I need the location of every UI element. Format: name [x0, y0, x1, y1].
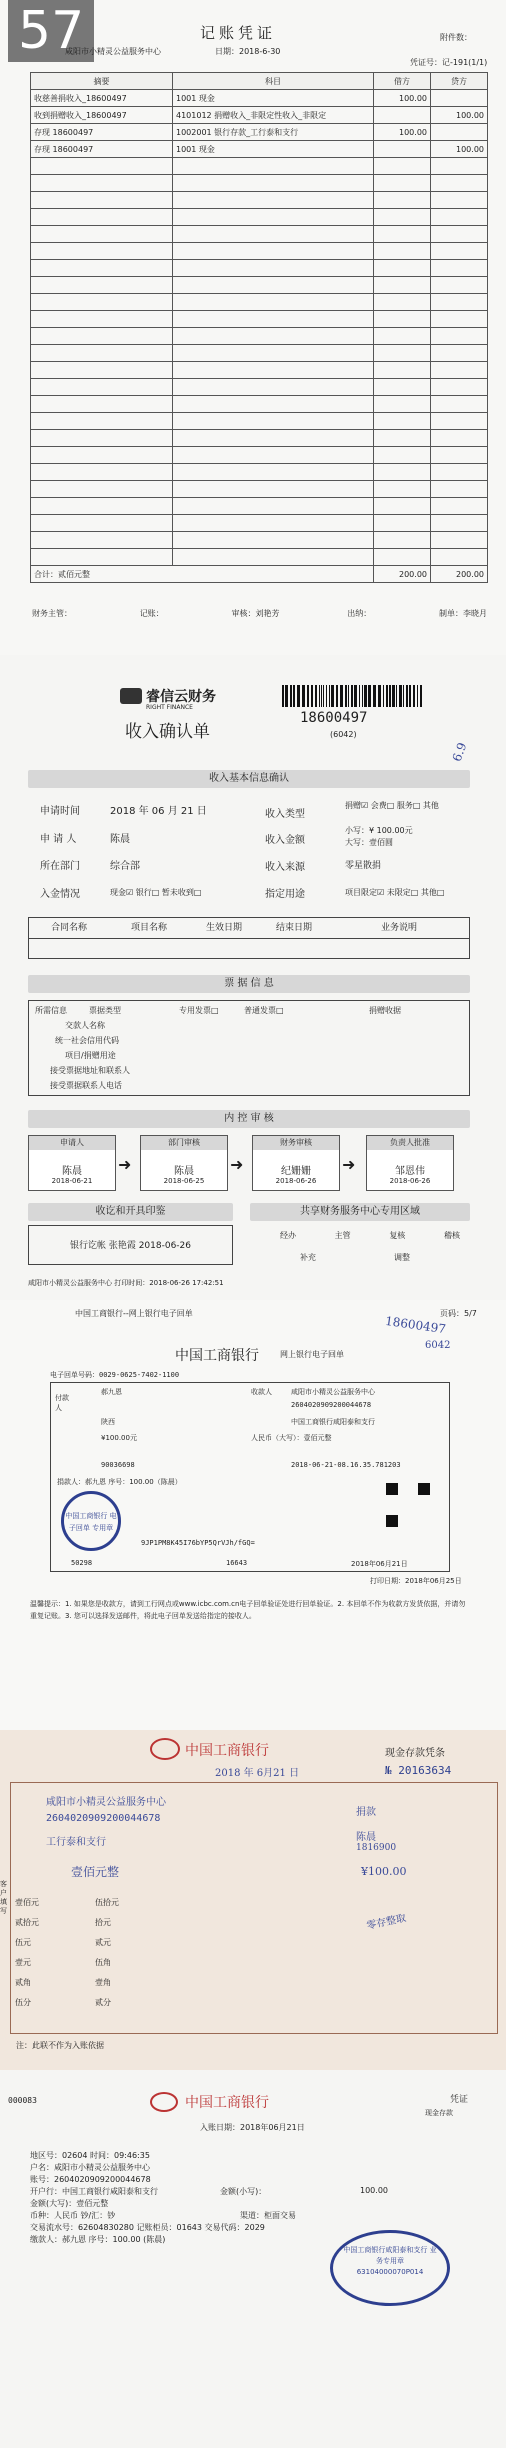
voucher-row [31, 124, 488, 141]
trans-time: 2018-06-21-08.16.35.781203 [291, 1461, 401, 1469]
header-credit: 贷方 [431, 73, 488, 90]
apply-date-label: 申请时间 [40, 806, 80, 817]
invoice-option: 专用发票□ [179, 1006, 219, 1015]
deposit-date: 2018 年 6月21 日 [215, 1768, 300, 1779]
flow-step [366, 1135, 454, 1191]
contract-header: 合同名称 [50, 923, 87, 933]
invoice-row: 接受票据联系人电话 [50, 1081, 122, 1090]
e-receipt-memo: 捐款人：郝九恩 序号：100.00（陈晨） [57, 1478, 182, 1486]
contract-table [28, 917, 470, 959]
denomination-item: 伍拾元 [95, 1898, 119, 1907]
e-receipt-serial: 电子回单号码：0029-0625-7402-1100 [50, 1371, 180, 1379]
flow-step-name: 纪姗姗 [281, 1166, 311, 1177]
deposit-title: 现金存款凭条 [385, 1748, 445, 1759]
voucher-empty-row [31, 294, 488, 311]
row-credit: 100.00 [431, 107, 488, 124]
bank-voucher-line: 账号：2604020909200044678 [30, 2175, 151, 2184]
flow-step [140, 1135, 228, 1191]
voucher-empty-row [31, 345, 488, 362]
dept-name: 综合部 [110, 861, 140, 872]
denomination-item: 贰分 [95, 1998, 111, 2007]
sig-cashier: 出纳： [347, 609, 372, 618]
voucher-number: 凭证号：记-191(1/1) [410, 58, 488, 67]
denomination-item: 贰元 [95, 1938, 111, 1947]
row-summary: 收到捐赠收入_18600497 [31, 107, 173, 124]
voucher-attachments: 附件数： [440, 33, 472, 42]
print-time: 打印日期：2018年06月25日 [370, 1577, 462, 1585]
row-summary: 收慈善捐收入_18600497 [31, 90, 173, 107]
handwritten-number: 18600497 [384, 1313, 447, 1337]
deposit-bank: 中国工商银行 [185, 1743, 269, 1759]
voucher-empty-row [31, 209, 488, 226]
purpose-label: 指定用途 [265, 889, 305, 900]
total-credit: 200.00 [431, 566, 488, 583]
deposit-remark: 零存整取 [365, 1912, 408, 1932]
bank-voucher-stamp: 中国工商银行咸阳泰和支行 业务专用章 63104000070P014 [330, 2230, 450, 2306]
e-receipt-stamp: 中国工商银行 电子回单 专用章 [61, 1491, 121, 1551]
row-account: 1002001 银行存款_工行泰和支行 [173, 124, 374, 141]
brand-en: RIGHT FINANCE [146, 704, 193, 711]
voucher-date: 日期：2018-6-30 [215, 47, 281, 56]
denomination-item: 伍元 [15, 1938, 31, 1947]
flow-step-name: 邹恩伟 [395, 1166, 425, 1177]
shared-label: 补充 [300, 1253, 316, 1262]
sig-reviewer: 审核：刘艳芳 [231, 609, 280, 618]
arrow-right-icon: ➜ [342, 1155, 356, 1174]
amount-upper: 人民币（大写）：壹佰元整 [251, 1434, 332, 1442]
bank-voucher-sheet [0, 2070, 506, 2448]
page-number: 57 [8, 0, 94, 62]
deposit-branch: 工行泰和支行 [46, 1837, 106, 1848]
e-receipt-table [50, 1382, 450, 1572]
voucher-empty-row [31, 226, 488, 243]
bank-voucher-line: 交易流水号：62604830280 记账柜员：01643 交易代码：2029 [30, 2223, 265, 2232]
applicant-name: 陈晨 [110, 834, 130, 845]
payee-name: 咸阳市小精灵公益服务中心 [291, 1388, 375, 1396]
shared-label: 稽核 [443, 1231, 460, 1240]
denomination-item: 贰拾元 [15, 1918, 39, 1927]
arrow-right-icon: ➜ [118, 1155, 132, 1174]
bank-voucher-subtitle: 现金存款 [425, 2109, 453, 2117]
applicant-label: 申 请 人 [40, 834, 77, 845]
denomination-item: 伍角 [95, 1958, 111, 1967]
voucher-empty-row [31, 515, 488, 532]
denomination-list [15, 1893, 185, 2013]
bank-voucher-line: 币种：人民币 钞/汇：钞 [30, 2211, 116, 2220]
account-options: 现金☑ 银行□ 暂未收到□ [110, 888, 202, 897]
qr-code-icon [386, 1483, 430, 1527]
handwritten-number-2: 6042 [425, 1340, 451, 1351]
shared-label: 复核 [389, 1231, 406, 1240]
flow-step-title: 负责人批准 [367, 1136, 453, 1150]
voucher-empty-row [31, 311, 488, 328]
row-credit [431, 90, 488, 107]
row-debit [374, 107, 431, 124]
total-debit: 200.00 [374, 566, 431, 583]
bank-voucher-channel: 渠道：柜面交易 [240, 2211, 296, 2220]
voucher-row [31, 90, 488, 107]
contract-header: 结束日期 [275, 923, 312, 933]
brand-name: 睿信云财务 [146, 689, 216, 705]
barcode-sub: (6042) [330, 730, 357, 739]
contract-header: 业务说明 [380, 923, 417, 933]
handwritten-mark: 6.9 [449, 740, 470, 764]
voucher-empty-row [31, 532, 488, 549]
flow-step [28, 1135, 116, 1191]
row-summary: 存现 18600497 [31, 124, 173, 141]
flow-step-name: 陈晨 [62, 1166, 82, 1177]
header-summary: 摘要 [31, 73, 173, 90]
deposit-account: 2604020909200044678 [46, 1813, 161, 1824]
bank-voucher-line: 户名：咸阳市小精灵公益服务中心 [30, 2163, 150, 2172]
voucher-header-row [31, 73, 488, 90]
voucher-empty-row [31, 396, 488, 413]
deposit-depositor: 陈晨 [356, 1832, 376, 1843]
voucher-empty-row [31, 260, 488, 277]
row-credit: 100.00 [431, 141, 488, 158]
invoice-type-label: 票据类型 [89, 1006, 121, 1015]
invoice-rows [35, 1003, 130, 1093]
section-shared: 共享财务服务中心专用区域 [250, 1203, 470, 1221]
flow-step [252, 1135, 340, 1191]
invoice-option: 普通发票□ [244, 1006, 284, 1015]
voucher-blank-rows [31, 158, 488, 566]
amount-lower: 小写：¥ 100.00元 [345, 826, 413, 835]
voucher-table [30, 72, 488, 583]
amount-lower: ¥100.00元 [101, 1434, 137, 1442]
payer-bank: 陕西 [101, 1418, 115, 1426]
voucher-empty-row [31, 175, 488, 192]
denomination-item: 拾元 [95, 1918, 111, 1927]
voucher-sheet [0, 0, 506, 655]
invoice-row: 交款人名称 [65, 1021, 105, 1030]
bank-voucher-line: 地区号：02604 时间：09:46:35 [30, 2151, 150, 2160]
bank-voucher-line: 缴款人：郝九恩 序号：100.00 (陈晨) [30, 2235, 166, 2244]
total-label: 合计：贰佰元整 [31, 566, 374, 583]
bank-voucher-title: 凭证 [450, 2095, 469, 2105]
amount-label: 收入金额 [265, 835, 305, 846]
denomination-item: 贰角 [15, 1978, 31, 1987]
contract-header: 生效日期 [205, 923, 242, 933]
voucher-empty-row [31, 413, 488, 430]
header-debit: 借方 [374, 73, 431, 90]
row-debit: 100.00 [374, 90, 431, 107]
icbc-logo-icon [150, 1738, 180, 1760]
brand-logo-icon [120, 688, 142, 704]
row-account: 1001 现金 [173, 141, 374, 158]
voucher-empty-row [31, 362, 488, 379]
amount-upper: 大写：壹佰圆 [345, 838, 393, 847]
invoice-option: 捐赠收据 [369, 1006, 401, 1015]
bank-voucher-bank: 中国工商银行 [185, 2095, 269, 2111]
bank-voucher-lines [30, 2150, 265, 2246]
section-basic: 收入基本信息确认 [28, 770, 470, 788]
deposit-amount-lower: ¥100.00 [361, 1865, 407, 1878]
flow-step-date: 2018-06-25 [163, 1177, 205, 1185]
voucher-row [31, 107, 488, 124]
denomination-item: 壹角 [95, 1978, 111, 1987]
e-receipt-bank-title: 中国工商银行 [175, 1348, 259, 1364]
voucher-total-row [31, 566, 488, 583]
source-label: 收入来源 [265, 862, 305, 873]
trans-serial: 90036698 [101, 1461, 135, 1469]
flow-step-name: 陈晨 [174, 1166, 194, 1177]
type-options: 捐赠☑ 会费□ 服务□ 其他 [345, 801, 439, 810]
voucher-empty-row [31, 277, 488, 294]
section-invoice: 票 据 信 息 [28, 975, 470, 993]
collect-stamp: 银行讫帐 张艳霞 2018-06-26 [28, 1225, 233, 1265]
payee-label: 收款人 [251, 1388, 272, 1396]
receipt-sheet [0, 655, 506, 1300]
type-label: 收入类型 [265, 809, 305, 820]
voucher-empty-row [31, 192, 488, 209]
flow-step-title: 部门审核 [141, 1136, 227, 1150]
sig-bookkeeper: 记账： [139, 609, 164, 618]
row-account: 1001 现金 [173, 90, 374, 107]
voucher-empty-row [31, 447, 488, 464]
icbc-logo-icon [150, 2092, 178, 2112]
e-receipt-sheet [0, 1300, 506, 1730]
flow-step-title: 财务审核 [253, 1136, 339, 1150]
e-receipt-slip-title: 网上银行电子回单 [280, 1350, 344, 1359]
voucher-empty-row [31, 464, 488, 481]
bank-voucher-date: 入账日期：2018年06月21日 [200, 2123, 305, 2132]
receipt-footer: 咸阳市小精灵公益服务中心 打印时间：2018-06-26 17:42:51 [28, 1279, 224, 1287]
flow-step-date: 2018-06-21 [51, 1177, 93, 1185]
voucher-signatures [32, 608, 487, 619]
record-time: 2018年06月21日 [351, 1560, 408, 1568]
flow-step-date: 2018-06-26 [389, 1177, 431, 1185]
deposit-payee: 咸阳市小精灵公益服务中心 [46, 1797, 166, 1808]
section-review: 内 控 审 核 [28, 1110, 470, 1128]
invoice-row: 所需信息 [35, 1006, 67, 1015]
row-debit [374, 141, 431, 158]
voucher-empty-row [31, 549, 488, 566]
payer-name: 郝九恩 [101, 1388, 122, 1396]
shared-row-1 [280, 1230, 460, 1241]
source-value: 零星散捐 [345, 861, 382, 871]
row-credit [431, 124, 488, 141]
payer-label: 付款人 [55, 1394, 69, 1412]
voucher-company: 咸阳市小精灵公益服务中心 [65, 47, 161, 56]
voucher-row [31, 141, 488, 158]
bank-voucher-line: 金额(大写)：壹佰元整 [30, 2199, 109, 2208]
deposit-phone: 1816900 [356, 1843, 397, 1853]
invoice-table [28, 1000, 470, 1096]
contract-header-row [29, 918, 469, 939]
voucher-empty-row [31, 243, 488, 260]
dept-label: 所在部门 [40, 861, 80, 872]
shared-label: 主管 [334, 1231, 351, 1240]
barcode-number: 18600497 [300, 710, 368, 726]
deposit-source: 捐款 [356, 1807, 376, 1818]
bank-voucher-line: 开户行：中国工商银行咸阳泰和支行 [30, 2187, 158, 2196]
bank-voucher-amount: 100.00 [360, 2186, 388, 2195]
apply-date: 2018 年 06 月 21 日 [110, 806, 207, 817]
payee-bank: 中国工商银行咸阳泰和支行 [291, 1418, 375, 1426]
deposit-slip-sheet [0, 1730, 506, 2070]
voucher-empty-row [31, 481, 488, 498]
e-receipt-note: 温馨提示：1. 如果您是收款方，请到工行网点或www.icbc.com.cn电子回单验证处进行回单验证。2. 本回单不作为收款方发货依据，并请勿重复记账。3. 您可以选择发送邮件，将此电子回单发送给指定的接收人。 [30, 1600, 466, 1620]
e-receipt-top-note: 中国工商银行--网上银行电子回单 [75, 1309, 193, 1318]
voucher-empty-row [31, 328, 488, 345]
flow-step-date: 2018-06-26 [275, 1177, 317, 1185]
voucher-empty-row [31, 498, 488, 515]
payee-account: 2604020909200044678 [291, 1401, 372, 1409]
sig-maker: 制单：李晓月 [439, 609, 487, 618]
denomination-item: 壹佰元 [15, 1898, 39, 1907]
bank-voucher-amount-label: 金额(小写)： [220, 2187, 267, 2196]
sig-manager: 财务主管： [32, 609, 72, 618]
shared-label: 经办 [280, 1231, 296, 1240]
row-summary: 存现 18600497 [31, 141, 173, 158]
deposit-amount-upper: 壹佰元整 [71, 1865, 120, 1879]
voucher-empty-row [31, 158, 488, 175]
channel-no: 16643 [226, 1559, 248, 1567]
shared-label: 调整 [394, 1253, 410, 1262]
deposit-form [10, 1782, 498, 2034]
voucher-empty-row [31, 430, 488, 447]
shared-row-2 [300, 1252, 410, 1263]
invoice-row: 接受票据地址和联系人 [50, 1066, 130, 1075]
voucher-title: 记账凭证 [200, 24, 277, 42]
invoice-row: 项目/捐赠用途 [65, 1051, 116, 1060]
voucher-empty-row [31, 379, 488, 396]
section-collect: 收讫和开具印鉴 [28, 1203, 233, 1221]
arrow-right-icon: ➜ [230, 1155, 244, 1174]
trans-no: 50298 [71, 1559, 93, 1567]
deposit-footer: 注：此联不作为入账依据 [16, 2041, 104, 2050]
row-debit: 100.00 [374, 124, 431, 141]
receipt-title: 收入确认单 [125, 722, 210, 742]
deposit-no: № 20163634 [385, 1764, 452, 1777]
denomination-item: 伍分 [15, 1998, 31, 2007]
flow-step-title: 申请人 [29, 1136, 115, 1150]
header-account: 科目 [173, 73, 374, 90]
bank-voucher-code: 000083 [8, 2096, 37, 2105]
contract-header: 项目名称 [130, 923, 167, 933]
invoice-row: 统一社会信用代码 [55, 1036, 119, 1045]
row-account: 4101012 捐赠收入_非限定性收入_非限定 [173, 107, 374, 124]
e-receipt-page-info: 页码：5/7 [440, 1309, 477, 1318]
deposit-side-text: 客户填写 [0, 1880, 7, 1915]
denomination-item: 壹元 [15, 1958, 31, 1967]
account-label: 入金情况 [40, 889, 80, 900]
barcode-icon [282, 685, 422, 707]
purpose-options: 项目限定☑ 未限定□ 其他□ [345, 888, 445, 897]
verify-code: 9JP1PM8K45I76bYP5QrVJh/fGQ= [141, 1539, 255, 1547]
